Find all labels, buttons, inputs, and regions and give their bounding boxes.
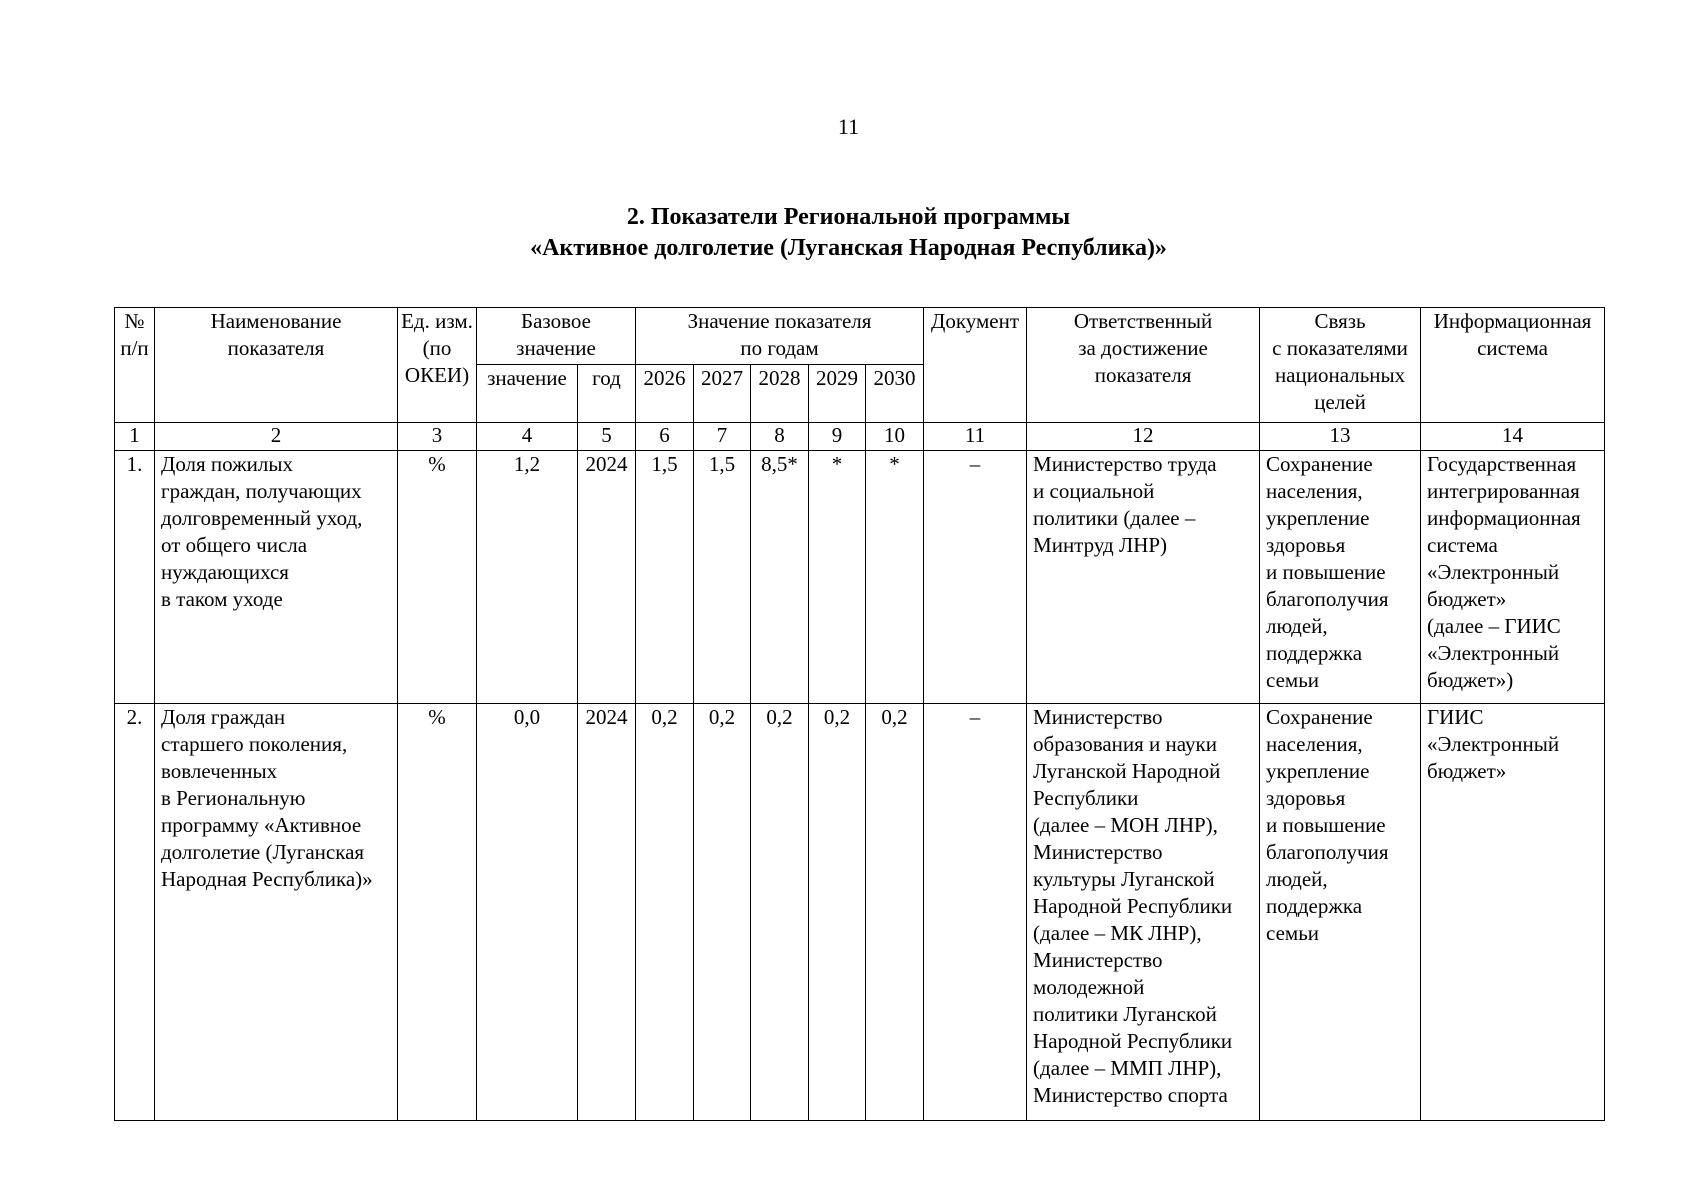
header-responsible: Ответственный за достижение показателя bbox=[1027, 308, 1260, 423]
column-number: 6 bbox=[636, 423, 694, 451]
value-2028: 8,5* bbox=[751, 451, 809, 704]
page-number: 11 bbox=[837, 114, 860, 139]
column-number: 7 bbox=[694, 423, 751, 451]
document: – bbox=[924, 451, 1027, 704]
column-number: 1 bbox=[115, 423, 155, 451]
row-num: 2. bbox=[115, 704, 155, 1121]
indicator-name: Доля граждан старшего поколения, вовлеченных в Региональную программу «Активное долголетие (Луганская Народная Республика)» bbox=[155, 704, 398, 1121]
value-2026: 1,5 bbox=[636, 451, 694, 704]
column-numbers-row bbox=[115, 423, 1605, 451]
column-number: 3 bbox=[398, 423, 477, 451]
column-number: 5 bbox=[578, 423, 636, 451]
title-line-2: «Активное долголетие (Луганская Народная Республика)» bbox=[530, 235, 1167, 261]
value-2027: 1,5 bbox=[694, 451, 751, 704]
value-2028: 0,2 bbox=[751, 704, 809, 1121]
header-link: Связь с показателями национальных целей bbox=[1260, 308, 1421, 423]
header-values-by-year: Значение показателя по годам bbox=[636, 308, 924, 365]
value-2030: 0,2 bbox=[866, 704, 924, 1121]
base-value: 0,0 bbox=[477, 704, 578, 1121]
header-year-2026: 2026 bbox=[636, 365, 694, 423]
column-number: 4 bbox=[477, 423, 578, 451]
column-number: 14 bbox=[1421, 423, 1605, 451]
value-2029: 0,2 bbox=[809, 704, 866, 1121]
value-2029: * bbox=[809, 451, 866, 704]
table-row bbox=[115, 451, 1605, 704]
responsible: Министерство труда и социальной политики (далее – Минтруд ЛНР) bbox=[1027, 451, 1260, 704]
header-year-2030: 2030 bbox=[866, 365, 924, 423]
value-2026: 0,2 bbox=[636, 704, 694, 1121]
info-system: ГИИС «Электронный бюджет» bbox=[1421, 704, 1605, 1121]
header-document: Документ bbox=[924, 308, 1027, 423]
unit: % bbox=[398, 704, 477, 1121]
national-goals-link: Сохранение населения, укрепление здоровья и повышение благополучия людей, поддержка семьи bbox=[1260, 451, 1421, 704]
indicator-name: Доля пожилых граждан, получающих долговременный уход, от общего числа нуждающихся в таком уходе bbox=[155, 451, 398, 704]
indicators-table bbox=[114, 307, 1605, 1121]
header-year-2028: 2028 bbox=[751, 365, 809, 423]
unit: % bbox=[398, 451, 477, 704]
table-row bbox=[115, 704, 1605, 1121]
base-year: 2024 bbox=[578, 451, 636, 704]
header-info-system: Информационная система bbox=[1421, 308, 1605, 423]
value-2027: 0,2 bbox=[694, 704, 751, 1121]
column-number: 11 bbox=[924, 423, 1027, 451]
title-line-1: 2. Показатели Региональной программы bbox=[626, 204, 1071, 230]
header-base-value: значение bbox=[477, 365, 578, 423]
header-unit: Ед. изм. (по ОКЕИ) bbox=[398, 308, 477, 423]
base-value: 1,2 bbox=[477, 451, 578, 704]
document-title bbox=[0, 202, 1697, 264]
header-year-2027: 2027 bbox=[694, 365, 751, 423]
national-goals-link: Сохранение населения, укрепление здоровья и повышение благополучия людей, поддержка семьи bbox=[1260, 704, 1421, 1121]
responsible: Министерство образования и науки Луганской Народной Республики (далее – МОН ЛНР), Министерство культуры Луганской Народной Республики (далее – МК ЛНР), Министерство молодежной политики Луганской Народной Республики (далее – ММП ЛНР), Министерство спорта bbox=[1027, 704, 1260, 1121]
header-row-1 bbox=[115, 308, 1605, 365]
header-base: Базовое значение bbox=[477, 308, 636, 365]
header-year-2029: 2029 bbox=[809, 365, 866, 423]
info-system: Государственная интегрированная информационная система «Электронный бюджет» (далее – ГИИС «Электронный бюджет») bbox=[1421, 451, 1605, 704]
column-number: 10 bbox=[866, 423, 924, 451]
value-2030: * bbox=[866, 451, 924, 704]
header-name: Наименование показателя bbox=[155, 308, 398, 423]
row-num: 1. bbox=[115, 451, 155, 704]
column-number: 12 bbox=[1027, 423, 1260, 451]
column-number: 13 bbox=[1260, 423, 1421, 451]
column-number: 2 bbox=[155, 423, 398, 451]
document: – bbox=[924, 704, 1027, 1121]
header-base-year: год bbox=[578, 365, 636, 423]
base-year: 2024 bbox=[578, 704, 636, 1121]
column-number: 9 bbox=[809, 423, 866, 451]
column-number: 8 bbox=[751, 423, 809, 451]
header-num: № п/п bbox=[115, 308, 155, 423]
